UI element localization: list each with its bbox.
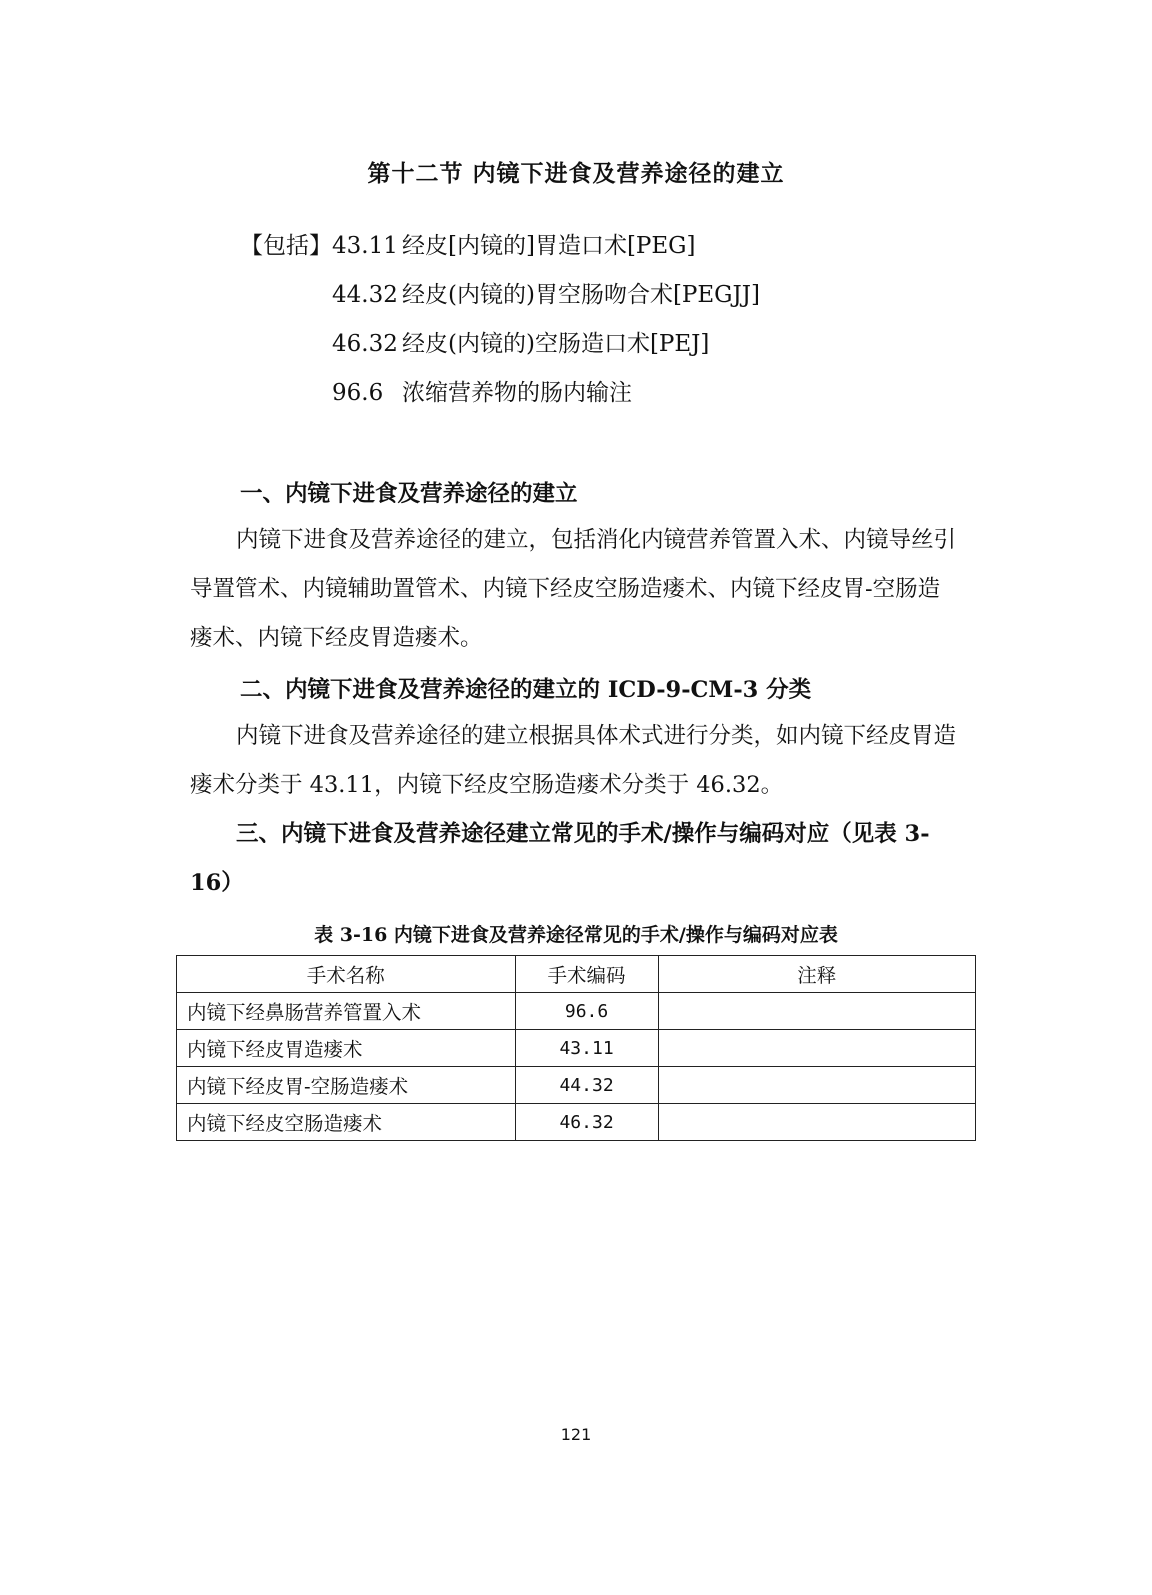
table-row bbox=[177, 1030, 976, 1067]
paragraph-part2: 内镜下进食及营养途径的建立根据具体术式进行分类，如内镜下经皮胃造瘘术分类于 43.11，内镜下经皮空肠造瘘术分类于 46.32。 bbox=[190, 723, 957, 798]
include-code: 43.11 bbox=[332, 233, 398, 259]
procedure-name-cell: 内镜下经鼻肠营养管置入术 bbox=[177, 993, 516, 1030]
includes-label: 【包括】 bbox=[240, 233, 332, 259]
include-item bbox=[240, 228, 760, 277]
procedure-name-cell: 内镜下经皮胃-空肠造瘘术 bbox=[177, 1067, 516, 1104]
include-item bbox=[240, 375, 760, 424]
code-table bbox=[176, 955, 976, 1141]
include-item bbox=[240, 277, 760, 326]
procedure-name-cell: 内镜下经皮胃造瘘术 bbox=[177, 1030, 516, 1067]
include-code: 46.32 bbox=[332, 331, 398, 357]
paragraph-part1: 内镜下进食及营养途径的建立，包括消化内镜营养管置入术、内镜导丝引导置管术、内镜辅助置管术、内镜下经皮空肠造瘘术、内镜下经皮胃-空肠造瘘术、内镜下经皮胃造瘘术。 bbox=[190, 527, 957, 651]
include-code: 44.32 bbox=[332, 282, 398, 308]
include-desc: 经皮[内镜的]胃造口术[PEG] bbox=[402, 233, 696, 259]
page-number: 121 bbox=[560, 1425, 592, 1444]
column-header: 手术编码 bbox=[515, 956, 658, 993]
column-header: 注释 bbox=[658, 956, 975, 993]
note-cell bbox=[658, 1067, 975, 1104]
procedure-name-cell: 内镜下经皮空肠造瘘术 bbox=[177, 1104, 516, 1141]
section-title: 第十二节 内镜下进食及营养途径的建立 bbox=[367, 160, 785, 187]
include-item bbox=[240, 326, 760, 375]
table-row bbox=[177, 1067, 976, 1104]
note-cell bbox=[658, 993, 975, 1030]
table-caption: 表 3-16 内镜下进食及营养途径常见的手术/操作与编码对应表 bbox=[314, 924, 838, 946]
include-desc: 经皮(内镜的)空肠造口术[PEJ] bbox=[402, 331, 710, 357]
procedure-code-cell: 44.32 bbox=[515, 1067, 658, 1104]
table-row bbox=[177, 993, 976, 1030]
include-code: 96.6 bbox=[332, 380, 384, 406]
column-header: 手术名称 bbox=[177, 956, 516, 993]
includes-block bbox=[240, 228, 760, 424]
include-desc: 浓缩营养物的肠内输注 bbox=[402, 380, 632, 406]
note-cell bbox=[658, 1030, 975, 1067]
procedure-code-cell: 43.11 bbox=[515, 1030, 658, 1067]
heading-part2: 二、内镜下进食及营养途径的建立的 ICD-9-CM-3 分类 bbox=[240, 677, 812, 703]
include-desc: 经皮(内镜的)胃空肠吻合术[PEGJJ] bbox=[402, 282, 760, 308]
heading-part3: 三、内镜下进食及营养途径建立常见的手术/操作与编码对应（见表 3-16） bbox=[190, 821, 930, 896]
procedure-code-cell: 46.32 bbox=[515, 1104, 658, 1141]
note-cell bbox=[658, 1104, 975, 1141]
heading-part1: 一、内镜下进食及营养途径的建立 bbox=[240, 481, 578, 507]
table-header-row bbox=[177, 956, 976, 993]
table-row bbox=[177, 1104, 976, 1141]
procedure-code-cell: 96.6 bbox=[515, 993, 658, 1030]
